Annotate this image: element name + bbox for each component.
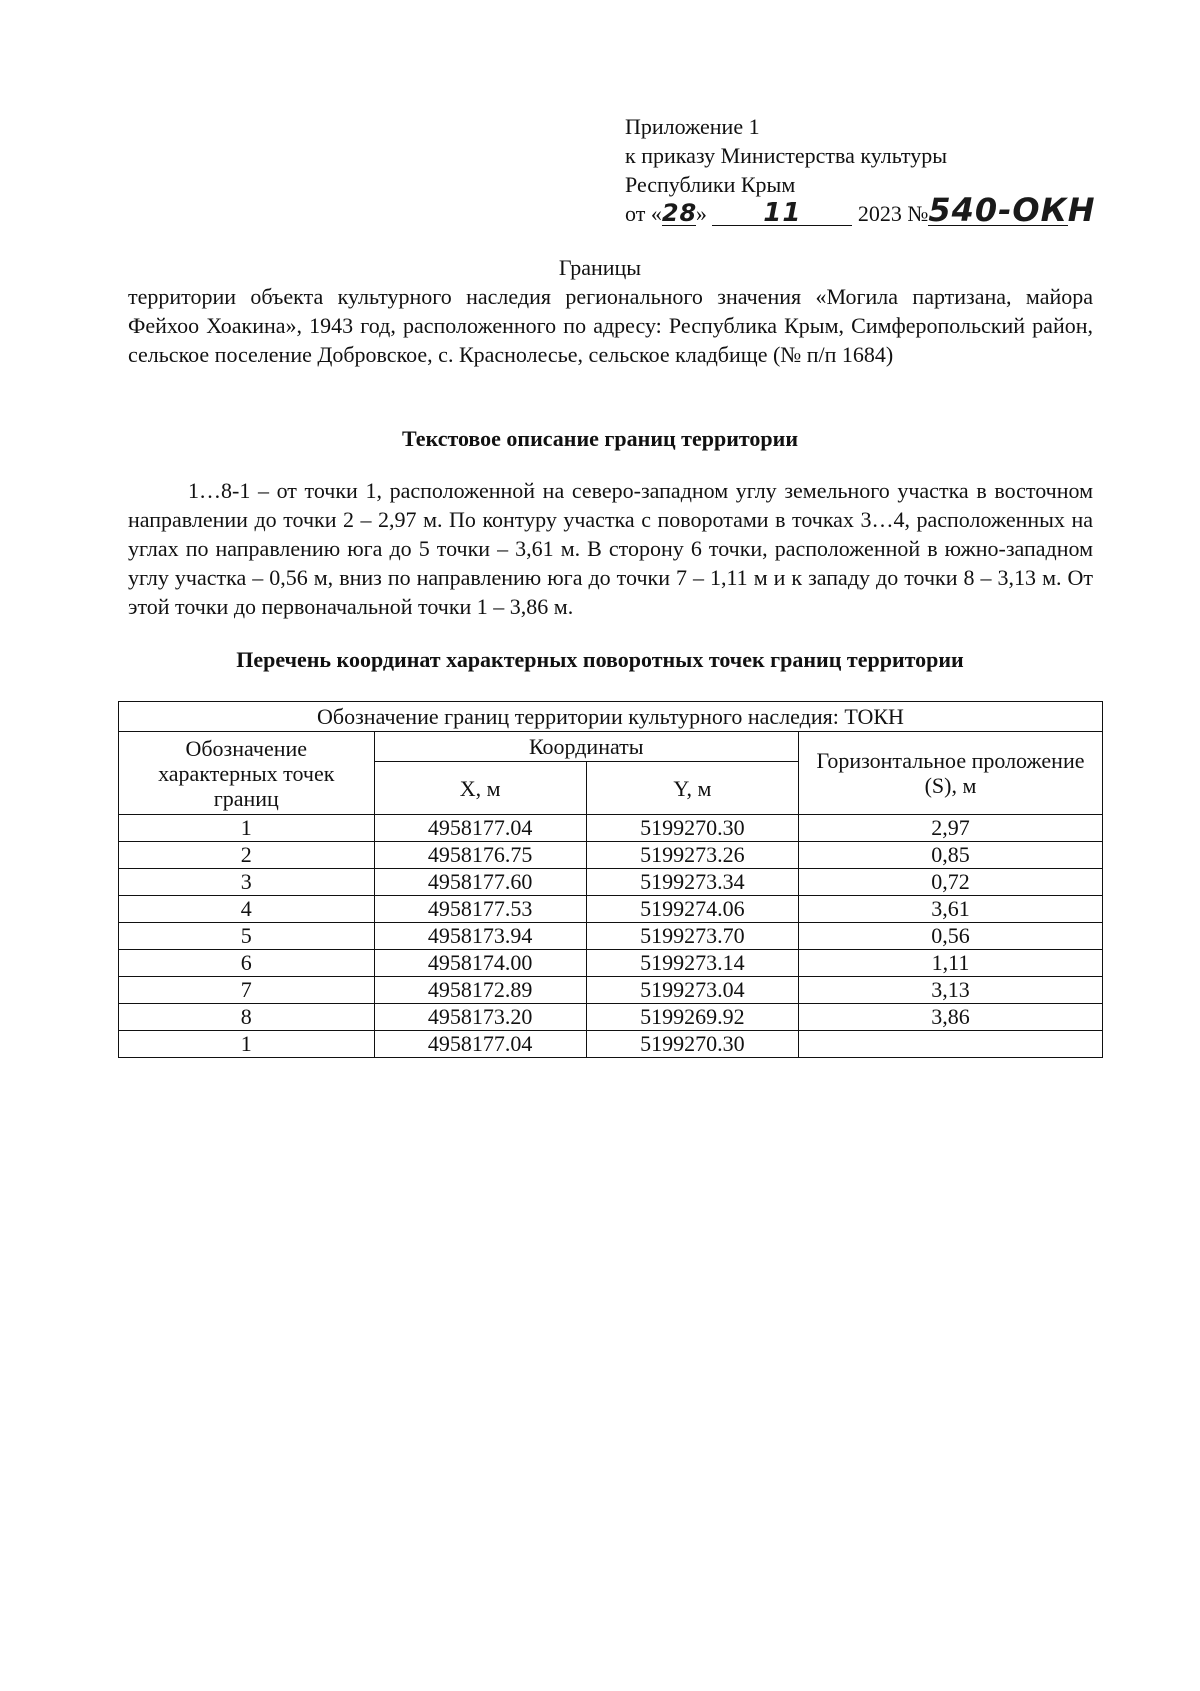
cell-distance: 0,85 xyxy=(799,842,1103,869)
cell-distance: 1,11 xyxy=(799,950,1103,977)
header-horizontal-distance: Горизонтальное проложение (S), м xyxy=(799,732,1103,815)
table-caption: Обозначение границ территории культурного наследия: ТОКН xyxy=(119,702,1103,732)
document-title: Границы xyxy=(558,255,642,280)
table-row xyxy=(119,1004,1103,1031)
header-points: Обозначение характерных точек границ xyxy=(119,732,375,815)
table-row xyxy=(119,896,1103,923)
header-coordinates: Координаты xyxy=(374,732,799,762)
header-x: X, м xyxy=(374,762,586,815)
table-row xyxy=(119,815,1103,842)
cell-distance: 3,13 xyxy=(799,977,1103,1004)
cell-x: 4958172.89 xyxy=(374,977,586,1004)
table-row xyxy=(119,1031,1103,1058)
date-day-field xyxy=(661,199,698,227)
coordinates-table-heading: Перечень координат характерных поворотных точек границ территории xyxy=(236,647,964,672)
appendix-date-line xyxy=(625,191,1096,229)
appendix-block xyxy=(625,112,1096,229)
coordinates-table xyxy=(118,701,1103,1058)
document-subtitle: территории объекта культурного наследия регионального значения «Могила партизана, майора Фейхоо Хоакина», 1943 год, расположенного по адресу: Республика Крым, Симферопольский район, сельское поселение Добровское, с. Краснолесье, сельское кладбище (№ п/п 1684) xyxy=(128,284,1093,367)
cell-x: 4958177.53 xyxy=(374,896,586,923)
cell-x: 4958177.04 xyxy=(374,1031,586,1058)
cell-distance: 3,61 xyxy=(799,896,1103,923)
cell-point: 8 xyxy=(119,1004,375,1031)
table-row xyxy=(119,869,1103,896)
cell-y: 5199273.70 xyxy=(586,923,798,950)
cell-point: 3 xyxy=(119,869,375,896)
cell-point: 1 xyxy=(119,1031,375,1058)
cell-y: 5199273.34 xyxy=(586,869,798,896)
table-header-row xyxy=(119,732,1103,762)
cell-y: 5199273.26 xyxy=(586,842,798,869)
cell-y: 5199269.92 xyxy=(586,1004,798,1031)
date-month-field xyxy=(712,198,852,228)
cell-distance: 0,72 xyxy=(799,869,1103,896)
cell-x: 4958177.04 xyxy=(374,815,586,842)
boundary-description: 1…8-1 – от точки 1, расположенной на северо-западном углу земельного участка в восточном направлении до точки 2 – 2,97 м. По контуру участка с поворотами в точках 3…4, расположенных на углах по направлению юга до 5 точки – 3,61 м. В сторону 6 точки, расположенной в южно-западном углу участка – 0,56 м, вниз по направлению юга до точки 7 – 1,11 м и к западу до точки 8 – 3,13 м. От этой точки до первоначальной точки 1 – 3,86 м. xyxy=(128,478,1093,619)
cell-y: 5199273.04 xyxy=(586,977,798,1004)
date-month-handwritten: 11 xyxy=(763,198,802,228)
cell-point: 5 xyxy=(119,923,375,950)
cell-distance: 3,86 xyxy=(799,1004,1103,1031)
cell-point: 4 xyxy=(119,896,375,923)
cell-point: 6 xyxy=(119,950,375,977)
text-description-heading: Текстовое описание границ территории xyxy=(401,426,799,451)
date-year-number-label: 2023 № xyxy=(857,201,929,226)
table-row xyxy=(119,950,1103,977)
cell-point: 1 xyxy=(119,815,375,842)
table-row xyxy=(119,923,1103,950)
cell-distance xyxy=(799,1031,1103,1058)
cell-x: 4958177.60 xyxy=(374,869,586,896)
cell-x: 4958173.94 xyxy=(374,923,586,950)
cell-x: 4958176.75 xyxy=(374,842,586,869)
cell-y: 5199270.30 xyxy=(586,1031,798,1058)
cell-point: 2 xyxy=(119,842,375,869)
cell-y: 5199270.30 xyxy=(586,815,798,842)
table-caption-row xyxy=(119,702,1103,732)
order-number-handwritten: 540-ОКН xyxy=(928,191,1096,229)
header-y: Y, м xyxy=(586,762,798,815)
date-prefix: от « xyxy=(625,201,662,226)
appendix-order-ref: к приказу Министерства культуры xyxy=(625,143,948,168)
cell-x: 4958173.20 xyxy=(374,1004,586,1031)
appendix-ministry: Республики Крым xyxy=(625,172,796,197)
table-row xyxy=(119,977,1103,1004)
cell-point: 7 xyxy=(119,977,375,1004)
order-number-field xyxy=(928,191,1096,229)
cell-x: 4958174.00 xyxy=(374,950,586,977)
date-mid: » xyxy=(695,201,707,226)
date-day-handwritten: 28 xyxy=(661,199,698,227)
table-row xyxy=(119,842,1103,869)
cell-y: 5199274.06 xyxy=(586,896,798,923)
appendix-title: Приложение 1 xyxy=(625,114,760,139)
cell-distance: 0,56 xyxy=(799,923,1103,950)
cell-distance: 2,97 xyxy=(799,815,1103,842)
cell-y: 5199273.14 xyxy=(586,950,798,977)
